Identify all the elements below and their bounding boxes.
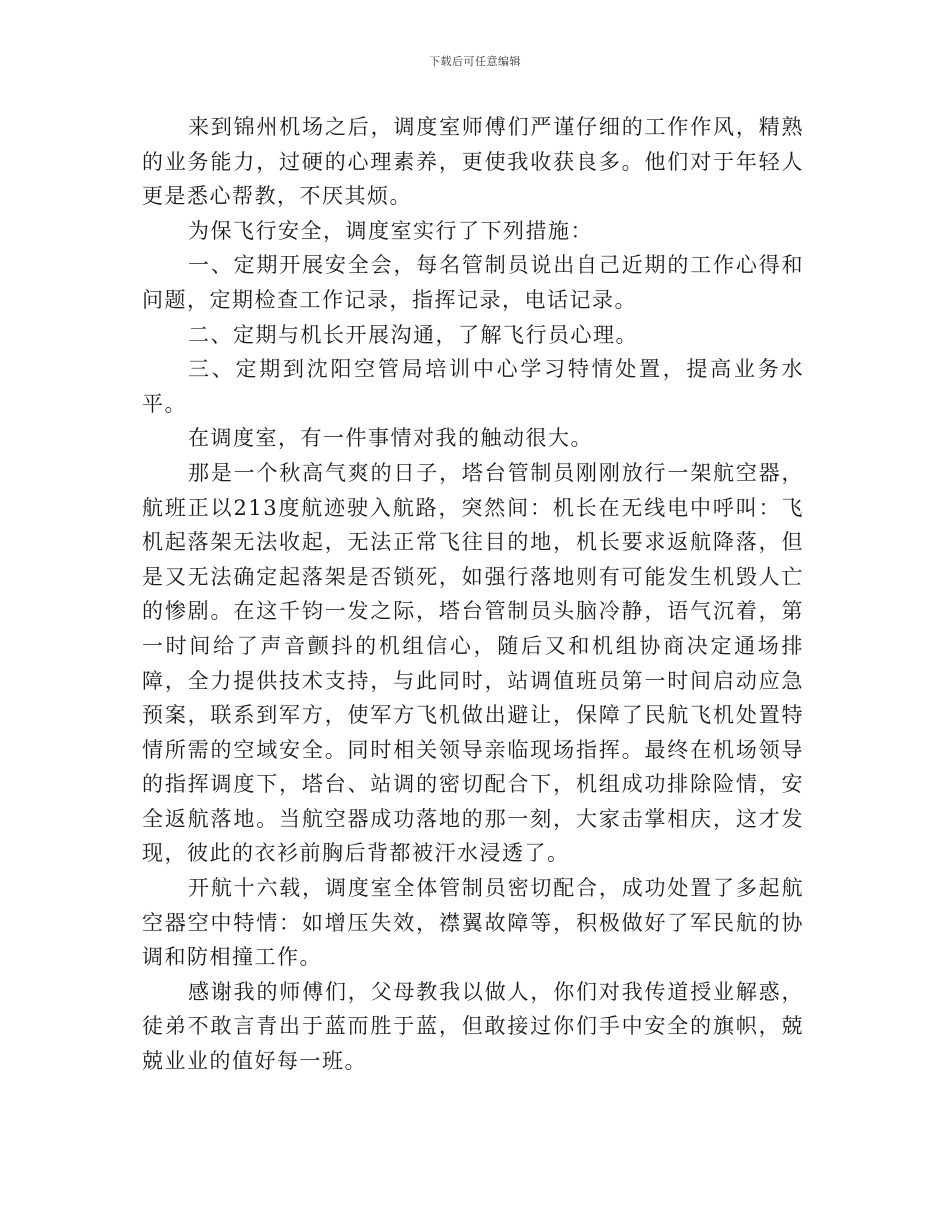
paragraph-event-story: 那是一个秋高气爽的日子，塔台管制员刚刚放行一架航空器，航班正以213度航迹驶入航路，突然间：机长在无线电中呼叫：飞机起落架无法收起，无法正常飞往目的地，机长要求返航降落，但是又无法确定起落架是否锁死，如强行落地则有可能发生机毁人亡的惨剧。在这千钧一发之际，塔台管制员头脑冷静，语气沉着，第一时间给了声音颤抖的机组信心，随后又和机组协商决定通场排障，全力提供技术支持，与此同时，站调值班员第一时间启动应急预案，联系到军方，使军方飞机做出避让，保障了民航飞机处置特情所需的空域安全。同时相关领导亲临现场指挥。最终在机场领导的指挥调度下，塔台、站调的密切配合下，机组成功排除险情，安全返航落地。当航空器成功落地的那一刻，大家击掌相庆，这才发现，彼此的衣衫前胸后背都被汗水浸透了。 — [142, 460, 804, 866]
paragraph-measures-heading: 为保飞行安全，调度室实行了下列措施： — [188, 218, 593, 243]
paragraph-intro: 来到锦州机场之后，调度室师傅们严谨仔细的工作作风，精熟的业务能力，过硬的心理素养，更使我收获良多。他们对于年轻人更是悉心帮教，不厌其烦。 — [142, 115, 804, 209]
paragraph-thanks: 感谢我的师傅们，父母教我以做人，你们对我传道授业解惑，徒弟不敢言青出于蓝而胜于蓝，但敢接过你们手中安全的旗帜，兢兢业业的值好每一班。 — [142, 979, 804, 1074]
page-header: 下载后可任意编辑 — [429, 55, 521, 68]
paragraph-measure-2: 二、定期与机长开展沟通，了解飞行员心理。 — [188, 322, 638, 347]
paragraph-sixteen-years: 开航十六载，调度室全体管制员密切配合，成功处置了多起航空器空中特情：如增压失效，襟翼故障等，积极做好了军民航的协调和防相撞工作。 — [142, 876, 804, 970]
paragraph-event-intro: 在调度室，有一件事情对我的触动很大。 — [188, 426, 593, 451]
document-body — [142, 110, 804, 1079]
paragraph-measure-1: 一、定期开展安全会，每名管制员说出自己近期的工作心得和问题，定期检查工作记录，指挥记录，电话记录。 — [142, 253, 804, 312]
paragraph-measure-3: 三、定期到沈阳空管局培训中心学习特情处置，提高业务水平。 — [142, 357, 804, 416]
